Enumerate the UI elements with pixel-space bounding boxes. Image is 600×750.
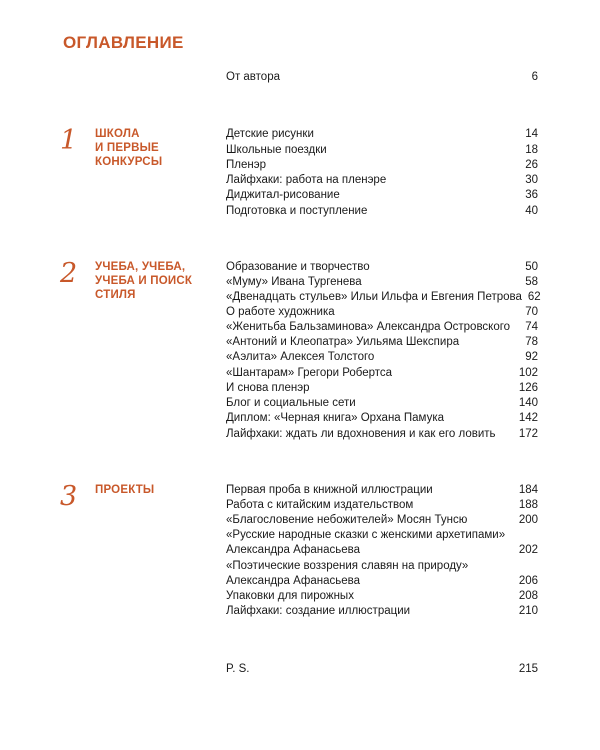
entry-page: 92 (525, 351, 538, 363)
toc-entry-ps[interactable] (226, 662, 538, 677)
entry-page: 6 (531, 71, 538, 83)
toc-entry[interactable] (226, 498, 538, 513)
entry-title: Подготовка и поступление (226, 205, 368, 217)
entry-title: Лайфхаки: ждать ли вдохновения и как его ловить (226, 428, 496, 440)
entry-title: Александра Афанасьева (226, 544, 361, 556)
toc-entry[interactable] (226, 275, 538, 290)
heading-line: УЧЕБА, УЧЕБА, (95, 261, 186, 273)
entry-title: «Поэтические воззрения славян на природу» (226, 560, 469, 572)
entry-title: «Антоний и Клеопатра» Уильяма Шекспира (226, 336, 460, 348)
toc-entry[interactable] (226, 320, 538, 335)
entry-title: «Женитьба Бальзаминова» Александра Островского (226, 321, 511, 333)
entry-page: 184 (518, 484, 538, 496)
heading-line: СТИЛЯ (95, 289, 136, 301)
toc-entry[interactable] (226, 127, 538, 142)
toc-entry[interactable] (226, 366, 538, 381)
entry-title: Диплом: «Черная книга» Орхана Памука (226, 412, 445, 424)
entry-page: 14 (525, 128, 538, 140)
entry-title: Работа с китайским издательством (226, 499, 414, 511)
toc-entry[interactable] (226, 143, 538, 158)
entry-title: От автора (226, 71, 280, 83)
toc-entry[interactable] (226, 158, 538, 173)
toc-entry[interactable] (226, 350, 538, 365)
entry-page: 206 (518, 575, 538, 587)
entry-title: Детские рисунки (226, 128, 314, 140)
toc-entry[interactable] (226, 528, 538, 543)
toc-entry[interactable] (226, 381, 538, 396)
entry-page: 202 (518, 544, 538, 556)
heading-line: ПРОЕКТЫ (95, 484, 155, 496)
entry-title: «Аэлита» Алексея Толстого (226, 351, 375, 363)
entry-title: «Русские народные сказки с женскими архетипами» (226, 529, 506, 541)
toc-entry[interactable] (226, 204, 538, 219)
entry-page: 210 (518, 605, 538, 617)
entry-title: «Шантарам» Грегори Робертса (226, 367, 393, 379)
entry-title: Лайфхаки: работа на пленэре (226, 174, 387, 186)
section-1-number: 1 (60, 125, 78, 156)
entry-page: 142 (518, 412, 538, 424)
toc-entry[interactable] (226, 559, 538, 574)
toc-entry[interactable] (226, 290, 541, 305)
toc-entry[interactable] (226, 260, 538, 275)
entry-title: Первая проба в книжной иллюстрации (226, 484, 433, 496)
section-2-heading (95, 260, 225, 302)
entry-page: 78 (525, 336, 538, 348)
toc-entry[interactable] (226, 604, 538, 619)
toc-entry[interactable] (226, 543, 538, 558)
entry-title: «Двенадцать стульев» Ильи Ильфа и Евгения Петрова (226, 291, 522, 303)
heading-line: УЧЕБА И ПОИСК (95, 275, 193, 287)
entry-page: 140 (518, 397, 538, 409)
toc-entry[interactable] (226, 396, 538, 411)
toc-entry[interactable] (226, 483, 538, 498)
toc-entry[interactable] (226, 411, 538, 426)
entry-title: «Муму» Ивана Тургенева (226, 276, 362, 288)
entry-page: 126 (518, 382, 538, 394)
section-2-number: 2 (60, 258, 78, 289)
entry-page: 40 (525, 205, 538, 217)
toc-entry[interactable] (226, 335, 538, 350)
entry-title: Лайфхаки: создание иллюстрации (226, 605, 411, 617)
entry-page: 102 (518, 367, 538, 379)
entry-page: 18 (525, 144, 538, 156)
section-3-heading (95, 483, 225, 497)
section-1-heading (95, 127, 225, 169)
entry-title: Александра Афанасьева (226, 575, 361, 587)
entry-title: P. S. (226, 663, 250, 675)
section-3-number: 3 (60, 481, 78, 512)
entry-page: 36 (525, 189, 538, 201)
entry-title: И снова пленэр (226, 382, 310, 394)
toc-entry[interactable] (226, 188, 538, 203)
entry-title: Диджитал-рисование (226, 189, 340, 201)
entry-page: 215 (518, 663, 538, 675)
toc-entry[interactable] (226, 589, 538, 604)
entry-page: 208 (518, 590, 538, 602)
heading-line: ШКОЛА (95, 128, 140, 140)
toc-entry[interactable] (226, 427, 538, 442)
page-title: ОГЛАВЛЕНИЕ (63, 33, 184, 52)
entry-page: 172 (518, 428, 538, 440)
toc-entry[interactable] (226, 513, 538, 528)
toc-entry[interactable] (226, 305, 538, 320)
entry-title: О работе художника (226, 306, 335, 318)
entry-title: Упаковки для пирожных (226, 590, 354, 602)
entry-page: 58 (525, 276, 538, 288)
entry-title: «Благословение небожителей» Мосян Тунсю (226, 514, 468, 526)
entry-title: Образование и творчество (226, 261, 370, 273)
entry-page: 188 (518, 499, 538, 511)
entry-title: Блог и социальные сети (226, 397, 356, 409)
heading-line: КОНКУРСЫ (95, 156, 163, 168)
entry-page: 30 (525, 174, 538, 186)
toc-entry[interactable] (226, 173, 538, 188)
entry-page: 74 (525, 321, 538, 333)
heading-line: И ПЕРВЫЕ (95, 142, 159, 154)
entry-page: 50 (525, 261, 538, 273)
entry-page: 70 (525, 306, 538, 318)
entry-page: 200 (518, 514, 538, 526)
entry-page: 26 (525, 159, 538, 171)
entry-page: 62 (527, 291, 541, 303)
toc-entry[interactable] (226, 574, 538, 589)
toc-entry-intro[interactable] (226, 70, 538, 85)
entry-title: Школьные поездки (226, 144, 327, 156)
entry-title: Пленэр (226, 159, 266, 171)
